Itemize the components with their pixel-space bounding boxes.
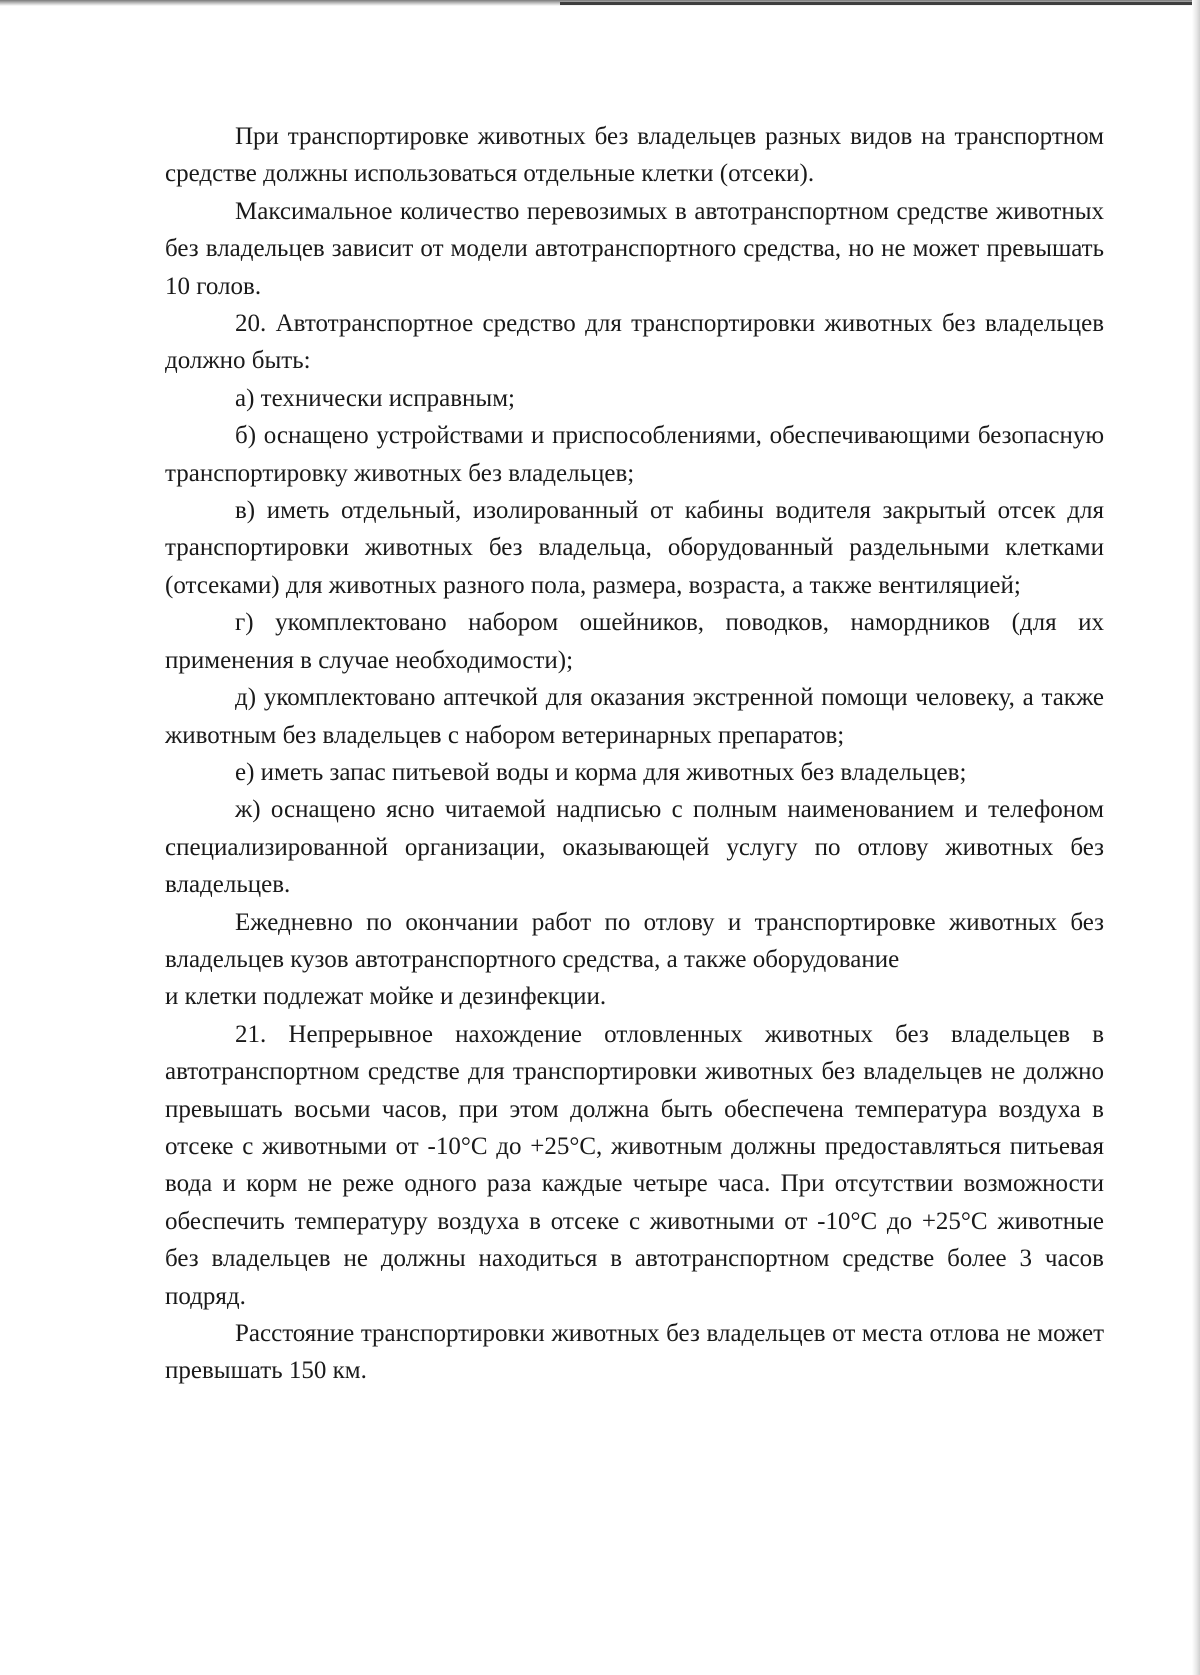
list-item-g: г) укомплектовано набором ошейников, поводков, намордников (для их применения в случае необходимости); xyxy=(165,609,1104,674)
document-body xyxy=(165,118,1104,1390)
paragraph-separate-cages: При транспортировке животных без владельцев разных видов на транспортном средстве должны использоваться отдельные клетки (отсеки). xyxy=(165,123,1104,188)
scan-right-edge xyxy=(1192,0,1200,1675)
paragraph-item-21: 21. Непрерывное нахождение отловленных животных без владельцев в автотранспортном средстве для транспортировки животных без владельцев не должно превышать восьми часов, при этом должна быть обеспечена температура воздуха в отсеке с животными от -10°С до +25°С, животным должны предоставляться питьевая вода и корм не реже одного раза каждые четыре часа. При отсутствии возможности обеспечить температуру воздуха в отсеке с животными от -10°С до +25°С животные без владельцев не должны находиться в автотранспортном средстве более 3 часов подряд. xyxy=(165,1020,1104,1310)
list-item-b: б) оснащено устройствами и приспособлениями, обеспечивающими безопасную транспортировку животных без владельцев; xyxy=(165,422,1104,487)
paragraph-max-distance: Расстояние транспортировки животных без владельцев от места отлова не может превышать 150 км. xyxy=(165,1320,1104,1385)
list-item-e: е) иметь запас питьевой воды и корма для животных без владельцев; xyxy=(235,758,967,786)
list-item-d: д) укомплектовано аптечкой для оказания экстренной помощи человеку, а также животным без владельцев с набором ветеринарных препаратов; xyxy=(165,684,1104,749)
scan-top-edge xyxy=(0,0,1200,6)
paragraph-daily-cleaning-continued: и клетки подлежат мойке и дезинфекции. xyxy=(165,983,607,1011)
paragraph-item-20: 20. Автотранспортное средство для транспортировки животных без владельцев должно быть: xyxy=(165,310,1104,375)
list-item-v: в) иметь отдельный, изолированный от кабины водителя закрытый отсек для транспортировки животных без владельца, оборудованный раздельными клетками (отсеками) для животных разного пола, размера, возраста, а также вентиляцией; xyxy=(165,497,1104,599)
list-item-zh: ж) оснащено ясно читаемой надписью с полным наименованием и телефоном специализированной организации, оказывающей услугу по отлову животных без владельцев. xyxy=(165,796,1104,899)
list-item-a: а) технически исправным; xyxy=(235,384,515,412)
paragraph-max-quantity: Максимальное количество перевозимых в автотранспортном средстве животных без владельцев зависит от модели автотранспортного средства, но не может превышать 10 голов. xyxy=(165,197,1104,300)
paragraph-daily-cleaning: Ежедневно по окончании работ по отлову и транспортировке животных без владельцев кузов автотранспортного средства, а также оборудование xyxy=(165,908,1104,973)
